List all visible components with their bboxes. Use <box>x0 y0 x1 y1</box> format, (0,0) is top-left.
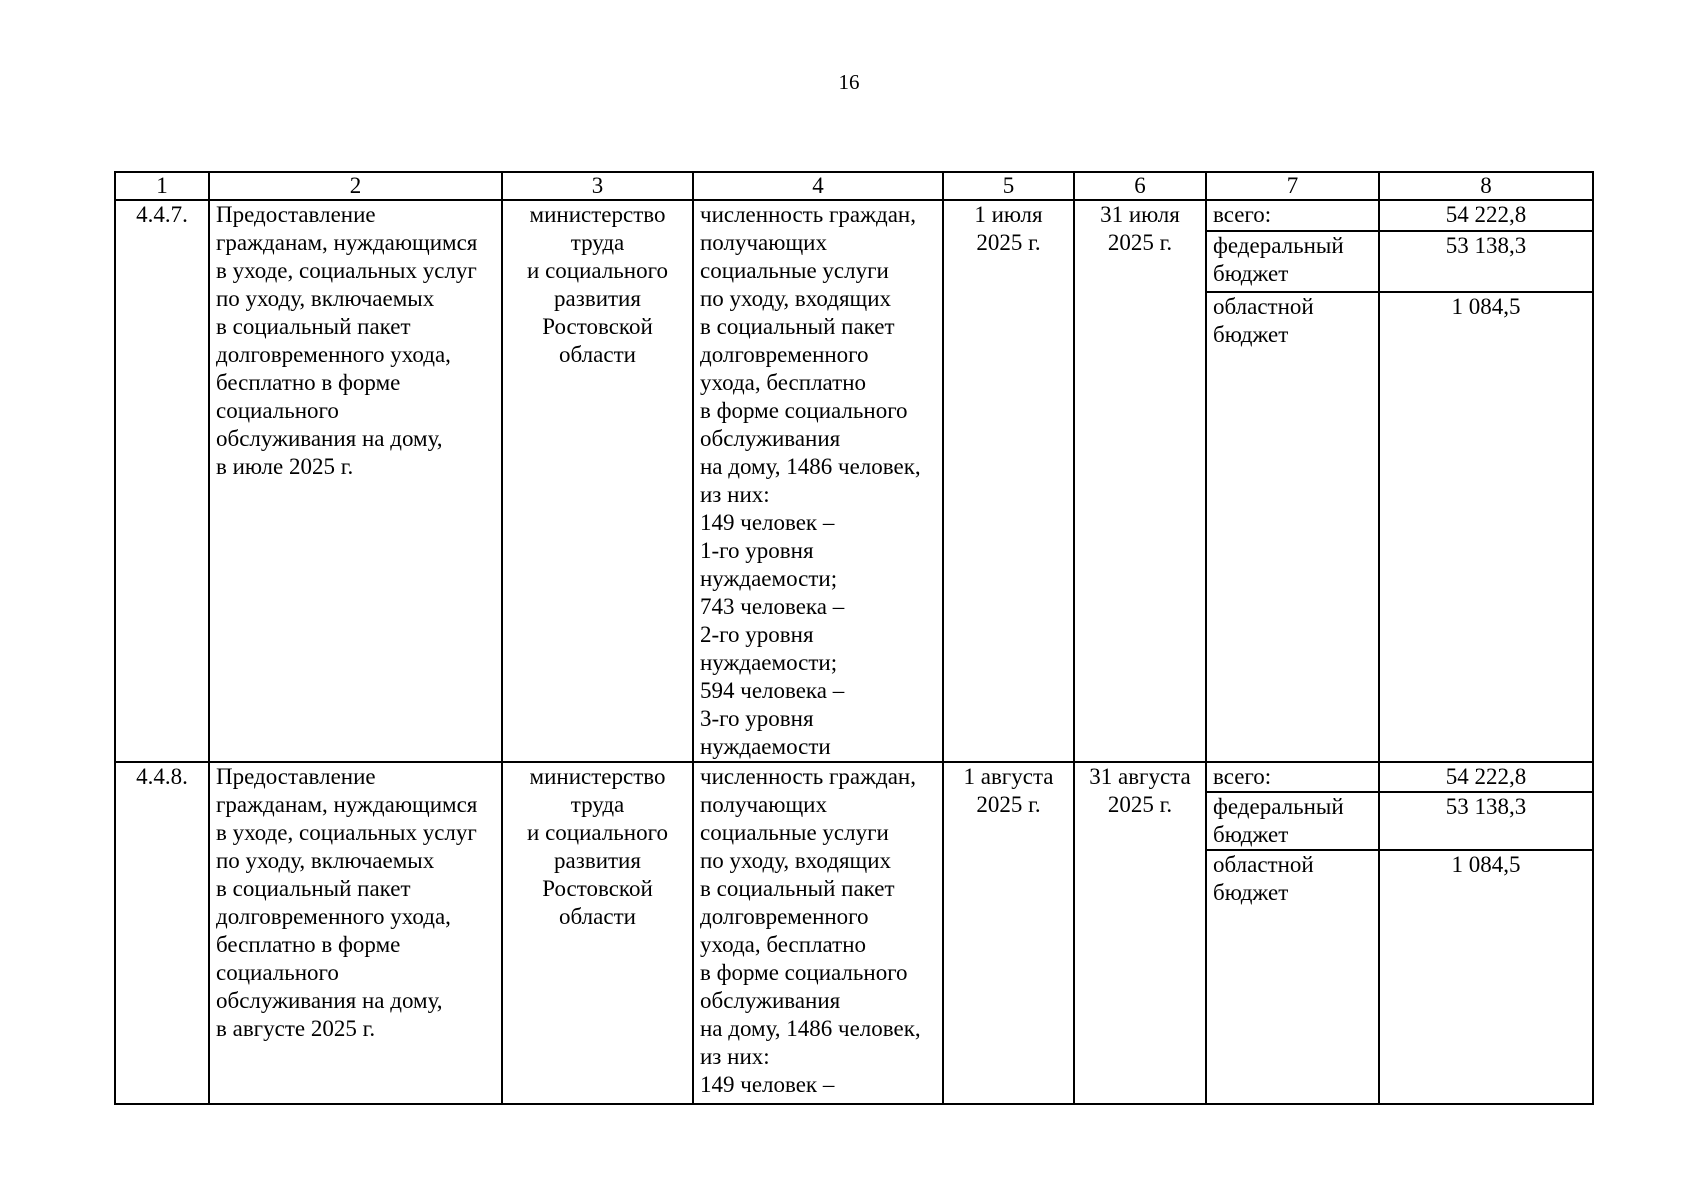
indicator-line: ухода, бесплатно <box>700 932 867 957</box>
budget-source-federal <box>1206 231 1379 292</box>
column-number-2: 2 <box>209 172 502 200</box>
column-number-4: 4 <box>693 172 943 200</box>
executor-line: области <box>559 904 636 929</box>
start-date-line: 1 июля <box>974 202 1043 227</box>
indicator-line: на дому, 1486 человек, <box>700 1016 921 1041</box>
indicator-line: нуждаемости <box>700 734 831 759</box>
description-line: в уходе, социальных услуг <box>216 258 477 283</box>
column-number-row <box>115 172 1593 200</box>
description-line: в уходе, социальных услуг <box>216 820 477 845</box>
description-line: социального <box>216 398 339 423</box>
indicator-line: по уходу, входящих <box>700 848 892 873</box>
indicator-line: получающих <box>700 230 827 255</box>
start-date-line: 2025 г. <box>976 230 1041 255</box>
description-line: гражданам, нуждающимся <box>216 792 478 817</box>
description-line: по уходу, включаемых <box>216 848 435 873</box>
column-number-7: 7 <box>1206 172 1379 200</box>
indicator-line: в форме социального <box>700 960 908 985</box>
indicator-line: ухода, бесплатно <box>700 370 867 395</box>
executor-line: развития <box>554 848 641 873</box>
table-row <box>115 762 1593 792</box>
budget-amount-federal: 53 138,3 <box>1379 792 1593 850</box>
end-date <box>1074 762 1206 1104</box>
measure-description <box>209 762 502 1104</box>
budget-amount-total: 54 222,8 <box>1379 200 1593 231</box>
description-line: в социальный пакет <box>216 876 411 901</box>
budget-source-federal <box>1206 792 1379 850</box>
budget-amount-regional: 1 084,5 <box>1379 292 1593 762</box>
indicator-line: социальные услуги <box>700 258 889 283</box>
indicator-line: долговременного <box>700 904 869 929</box>
budget-source-line: всего: <box>1213 202 1272 227</box>
executor-line: и социального <box>527 258 668 283</box>
plan-table <box>114 171 1594 1105</box>
executor-line: труда <box>570 792 625 817</box>
end-date-line: 31 августа <box>1089 764 1191 789</box>
indicator-line: 743 человека – <box>700 594 845 619</box>
indicator-line: 1-го уровня <box>700 538 814 563</box>
end-date-line: 2025 г. <box>1107 230 1173 255</box>
indicator <box>693 200 943 762</box>
description-line: долговременного ухода, <box>216 904 451 929</box>
indicator-line: получающих <box>700 792 827 817</box>
start-date <box>943 762 1074 1104</box>
page-number: 16 <box>838 70 860 94</box>
budget-source-line: областной <box>1213 852 1314 877</box>
executor <box>502 200 693 762</box>
executor-line: Ростовской <box>542 876 653 901</box>
row-number: 4.4.8. <box>115 762 209 1104</box>
executor-line: министерство <box>529 764 666 789</box>
executor-line: области <box>559 342 636 367</box>
budget-source-total <box>1206 762 1379 792</box>
column-number-3: 3 <box>502 172 693 200</box>
description-line: Предоставление <box>216 202 376 227</box>
description-line: долговременного ухода, <box>216 342 451 367</box>
column-number-1: 1 <box>115 172 209 200</box>
indicator-line: нуждаемости; <box>700 650 838 675</box>
budget-source-line: всего: <box>1213 764 1272 789</box>
indicator-line: 3-го уровня <box>700 706 814 731</box>
budget-amount-regional: 1 084,5 <box>1379 850 1593 1104</box>
start-date <box>943 200 1074 762</box>
executor-line: и социального <box>527 820 668 845</box>
indicator-line: численность граждан, <box>700 202 916 227</box>
description-line: обслуживания на дому, <box>216 426 443 451</box>
description-line: Предоставление <box>216 764 376 789</box>
indicator-line: в форме социального <box>700 398 908 423</box>
indicator-line: 2-го уровня <box>700 622 814 647</box>
table-row <box>115 200 1593 231</box>
end-date <box>1074 200 1206 762</box>
indicator-line: из них: <box>700 1044 770 1069</box>
indicator-line: из них: <box>700 482 770 507</box>
budget-source-line: федеральный <box>1213 233 1344 259</box>
description-line: гражданам, нуждающимся <box>216 230 478 255</box>
measure-description <box>209 200 502 762</box>
indicator-line: социальные услуги <box>700 820 889 845</box>
indicator-line: обслуживания <box>700 988 841 1013</box>
executor-line: министерство <box>529 202 666 227</box>
end-date-line: 31 июля <box>1100 202 1180 227</box>
executor-line: Ростовской <box>542 314 653 339</box>
indicator-line: 594 человека – <box>700 678 845 703</box>
budget-amount-total: 54 222,8 <box>1379 762 1593 792</box>
description-line: в июле 2025 г. <box>216 454 354 479</box>
column-number-8: 8 <box>1379 172 1593 200</box>
description-line: по уходу, включаемых <box>216 286 435 311</box>
indicator-line: в социальный пакет <box>700 876 895 901</box>
indicator-line: долговременного <box>700 342 869 367</box>
start-date-line: 2025 г. <box>976 792 1041 817</box>
column-number-5: 5 <box>943 172 1074 200</box>
executor <box>502 762 693 1104</box>
indicator-line: по уходу, входящих <box>700 286 892 311</box>
budget-source-regional <box>1206 292 1379 762</box>
budget-source-line: бюджет <box>1213 880 1289 905</box>
indicator <box>693 762 943 1104</box>
description-line: обслуживания на дому, <box>216 988 443 1013</box>
budget-source-line: областной <box>1213 294 1314 319</box>
indicator-line: нуждаемости; <box>700 566 838 591</box>
budget-source-total <box>1206 200 1379 231</box>
executor-line: развития <box>554 286 641 311</box>
indicator-line: на дому, 1486 человек, <box>700 454 921 479</box>
indicator-line: в социальный пакет <box>700 314 895 339</box>
description-line: бесплатно в форме <box>216 370 401 395</box>
indicator-line: обслуживания <box>700 426 841 451</box>
column-number-6: 6 <box>1074 172 1206 200</box>
budget-source-line: федеральный <box>1213 794 1344 819</box>
budget-source-regional <box>1206 850 1379 1104</box>
budget-source-line: бюджет <box>1213 322 1289 347</box>
budget-source-line: бюджет <box>1213 822 1289 847</box>
executor-line: труда <box>570 230 625 255</box>
description-line: в августе 2025 г. <box>216 1016 376 1041</box>
description-line: бесплатно в форме <box>216 932 401 957</box>
indicator-line: 149 человек – <box>700 510 835 535</box>
indicator-line: численность граждан, <box>700 764 916 789</box>
budget-amount-federal: 53 138,3 <box>1379 231 1593 292</box>
description-line: социального <box>216 960 339 985</box>
end-date-line: 2025 г. <box>1107 792 1173 817</box>
start-date-line: 1 августа <box>963 764 1054 789</box>
budget-source-line: бюджет <box>1213 261 1289 287</box>
description-line: в социальный пакет <box>216 314 411 339</box>
row-number: 4.4.7. <box>115 200 209 762</box>
indicator-line: 149 человек – <box>700 1072 835 1097</box>
